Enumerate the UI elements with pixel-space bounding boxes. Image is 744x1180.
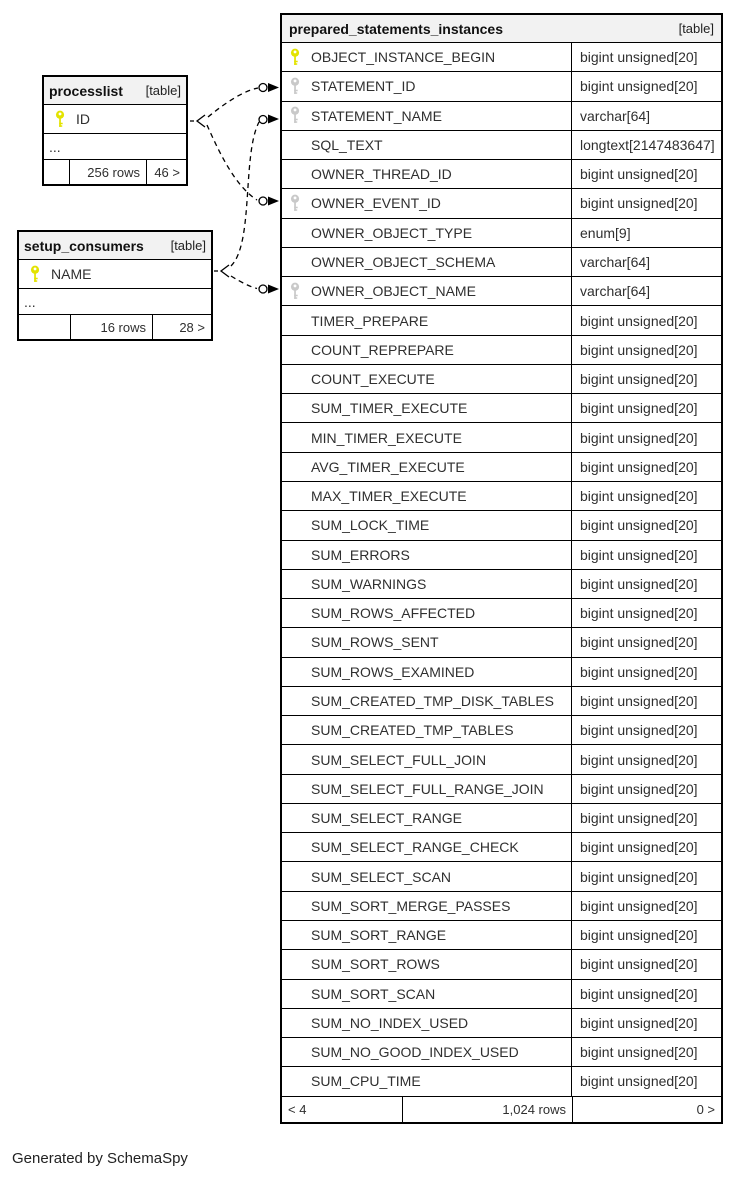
column-type: bigint unsigned[20] bbox=[571, 658, 721, 686]
relationship-processlist-owner-event-id bbox=[207, 125, 279, 206]
table-name[interactable]: prepared_statements_instances bbox=[289, 20, 503, 37]
column-name: SUM_SELECT_FULL_JOIN bbox=[311, 751, 487, 768]
column-row bbox=[282, 804, 721, 833]
column-type: bigint unsigned[20] bbox=[571, 687, 721, 715]
column-row bbox=[282, 833, 721, 862]
column-name: SUM_SELECT_FULL_RANGE_JOIN bbox=[311, 780, 544, 797]
column-type: bigint unsigned[20] bbox=[571, 570, 721, 598]
primary-key-icon bbox=[29, 265, 51, 284]
column-type: longtext[2147483647] bbox=[571, 131, 721, 159]
relationship-line bbox=[231, 276, 257, 289]
footer-more-columns: 28 > bbox=[179, 319, 205, 335]
column-name: OWNER_OBJECT_NAME bbox=[311, 283, 476, 300]
key-icon bbox=[289, 282, 311, 301]
column-type: bigint unsigned[20] bbox=[571, 306, 721, 334]
column-row bbox=[44, 105, 186, 134]
footer-row-count: 256 rows bbox=[70, 160, 147, 184]
table-header[interactable] bbox=[44, 77, 186, 105]
key-icon bbox=[289, 48, 311, 67]
column-name: SUM_SORT_ROWS bbox=[311, 956, 440, 973]
column-type: enum[9] bbox=[571, 219, 721, 247]
column-name: SUM_CPU_TIME bbox=[311, 1073, 421, 1090]
column-row bbox=[282, 892, 721, 921]
column-name: AVG_TIMER_EXECUTE bbox=[311, 458, 465, 475]
relationship-setup-consumers-statement-name bbox=[214, 115, 279, 278]
column-type: varchar[64] bbox=[571, 102, 721, 130]
column-name: SUM_SORT_SCAN bbox=[311, 985, 436, 1002]
column-row bbox=[282, 628, 721, 657]
column-type: bigint unsigned[20] bbox=[571, 745, 721, 773]
column-type: bigint unsigned[20] bbox=[571, 423, 721, 451]
column-name: OWNER_OBJECT_TYPE bbox=[311, 224, 473, 241]
footer-left-cell bbox=[44, 160, 70, 184]
column-row bbox=[282, 482, 721, 511]
column-type: bigint unsigned[20] bbox=[571, 628, 721, 656]
column-name: SUM_LOCK_TIME bbox=[311, 517, 430, 534]
table-header[interactable] bbox=[282, 15, 721, 43]
column-row bbox=[282, 365, 721, 394]
column-name: COUNT_EXECUTE bbox=[311, 371, 435, 388]
footer-next-columns: 0 > bbox=[696, 1101, 715, 1117]
column-name: SUM_SELECT_SCAN bbox=[311, 868, 452, 885]
footer-row-count: 16 rows bbox=[71, 315, 153, 339]
table-setup-consumers bbox=[17, 230, 213, 341]
column-row bbox=[282, 43, 721, 72]
table-name[interactable]: setup_consumers bbox=[24, 237, 144, 254]
column-list bbox=[19, 260, 211, 289]
column-type: bigint unsigned[20] bbox=[571, 336, 721, 364]
column-list bbox=[282, 43, 721, 1097]
column-row bbox=[282, 687, 721, 716]
column-name: SUM_TIMER_EXECUTE bbox=[311, 400, 468, 417]
column-type: bigint unsigned[20] bbox=[571, 43, 721, 71]
column-row bbox=[282, 453, 721, 482]
ellipsis-row: ... bbox=[44, 134, 186, 160]
column-name: SUM_SORT_RANGE bbox=[311, 927, 447, 944]
column-type: bigint unsigned[20] bbox=[571, 892, 721, 920]
column-row bbox=[282, 160, 721, 189]
column-row bbox=[282, 599, 721, 628]
relationship-circle-marker bbox=[259, 116, 267, 124]
column-name: SUM_SORT_MERGE_PASSES bbox=[311, 897, 511, 914]
column-row bbox=[282, 306, 721, 335]
column-row bbox=[282, 394, 721, 423]
relationship-arrowhead bbox=[268, 197, 279, 206]
table-processlist bbox=[42, 75, 188, 186]
relationship-line bbox=[208, 88, 258, 117]
column-row bbox=[282, 862, 721, 891]
column-row bbox=[282, 277, 721, 306]
key-icon bbox=[289, 106, 311, 125]
column-row bbox=[282, 570, 721, 599]
key-icon bbox=[289, 194, 311, 213]
column-row bbox=[282, 102, 721, 131]
column-type: bigint unsigned[20] bbox=[571, 160, 721, 188]
column-row bbox=[282, 775, 721, 804]
relationship-line bbox=[207, 125, 257, 200]
column-name: SUM_NO_INDEX_USED bbox=[311, 1014, 469, 1031]
table-prepared-statements-instances bbox=[280, 13, 723, 1124]
column-type: bigint unsigned[20] bbox=[571, 804, 721, 832]
column-list bbox=[44, 105, 186, 134]
column-row bbox=[282, 921, 721, 950]
column-name: SUM_CREATED_TMP_TABLES bbox=[311, 722, 514, 739]
column-name: SQL_TEXT bbox=[311, 136, 383, 153]
column-type: bigint unsigned[20] bbox=[571, 950, 721, 978]
column-type: bigint unsigned[20] bbox=[571, 980, 721, 1008]
column-type: bigint unsigned[20] bbox=[571, 1009, 721, 1037]
column-type: varchar[64] bbox=[571, 248, 721, 276]
column-name: OBJECT_INSTANCE_BEGIN bbox=[311, 49, 496, 66]
column-name: SUM_ERRORS bbox=[311, 546, 410, 563]
key-icon bbox=[289, 77, 311, 96]
column-name: ID bbox=[76, 111, 90, 127]
relationship-setup-consumers-owner-object-name bbox=[231, 276, 279, 294]
column-type: bigint unsigned[20] bbox=[571, 1067, 721, 1095]
footer-prev-columns: < 4 bbox=[282, 1097, 403, 1122]
column-row bbox=[282, 658, 721, 687]
column-row bbox=[282, 248, 721, 277]
column-name: OWNER_THREAD_ID bbox=[311, 166, 452, 183]
table-footer bbox=[44, 160, 186, 184]
column-type: bigint unsigned[20] bbox=[571, 453, 721, 481]
column-row bbox=[282, 423, 721, 452]
relationship-arrowhead bbox=[268, 285, 279, 294]
column-name: SUM_SELECT_RANGE_CHECK bbox=[311, 839, 519, 856]
column-row bbox=[282, 1038, 721, 1067]
column-name: SUM_SELECT_RANGE bbox=[311, 810, 462, 827]
generated-by-credit: Generated by SchemaSpy bbox=[12, 1150, 188, 1167]
column-name: MIN_TIMER_EXECUTE bbox=[311, 429, 462, 446]
column-type: bigint unsigned[20] bbox=[571, 775, 721, 803]
table-footer bbox=[282, 1097, 721, 1122]
column-row bbox=[282, 745, 721, 774]
column-type: bigint unsigned[20] bbox=[571, 482, 721, 510]
column-name: SUM_ROWS_AFFECTED bbox=[311, 605, 476, 622]
footer-row-count: 1,024 rows bbox=[403, 1097, 573, 1122]
column-type: bigint unsigned[20] bbox=[571, 189, 721, 217]
column-type: bigint unsigned[20] bbox=[571, 833, 721, 861]
column-name: STATEMENT_ID bbox=[311, 78, 416, 95]
footer-left-cell bbox=[19, 315, 71, 339]
column-row bbox=[282, 72, 721, 101]
column-name: NAME bbox=[51, 266, 92, 282]
column-type: bigint unsigned[20] bbox=[571, 599, 721, 627]
column-type: varchar[64] bbox=[571, 277, 721, 305]
column-type: bigint unsigned[20] bbox=[571, 72, 721, 100]
column-type: bigint unsigned[20] bbox=[571, 394, 721, 422]
column-name: SUM_WARNINGS bbox=[311, 575, 427, 592]
column-type: bigint unsigned[20] bbox=[571, 511, 721, 539]
column-name: SUM_ROWS_EXAMINED bbox=[311, 663, 475, 680]
relationship-arrowhead bbox=[268, 83, 279, 92]
many-marker bbox=[197, 115, 205, 127]
table-badge: [table] bbox=[145, 83, 181, 98]
column-row bbox=[282, 219, 721, 248]
column-row bbox=[282, 980, 721, 1009]
primary-key-icon bbox=[54, 110, 76, 129]
column-name: STATEMENT_NAME bbox=[311, 107, 442, 124]
column-row bbox=[282, 541, 721, 570]
footer-more-columns: 46 > bbox=[154, 164, 180, 180]
relationship-processlist-statement-id bbox=[190, 83, 279, 127]
column-name: OWNER_OBJECT_SCHEMA bbox=[311, 253, 496, 270]
many-marker bbox=[221, 265, 229, 277]
table-badge: [table] bbox=[678, 21, 714, 36]
column-row bbox=[282, 131, 721, 160]
ellipsis-row: ... bbox=[19, 289, 211, 315]
column-name: SUM_CREATED_TMP_DISK_TABLES bbox=[311, 692, 554, 709]
column-name: COUNT_REPREPARE bbox=[311, 341, 454, 358]
relationship-circle-marker bbox=[259, 197, 267, 205]
column-name: SUM_ROWS_SENT bbox=[311, 634, 439, 651]
table-header[interactable] bbox=[19, 232, 211, 260]
column-name: SUM_NO_GOOD_INDEX_USED bbox=[311, 1044, 519, 1061]
column-name: MAX_TIMER_EXECUTE bbox=[311, 488, 467, 505]
column-row bbox=[282, 189, 721, 218]
column-type: bigint unsigned[20] bbox=[571, 365, 721, 393]
column-row bbox=[282, 1067, 721, 1096]
column-name: OWNER_EVENT_ID bbox=[311, 195, 441, 212]
column-type: bigint unsigned[20] bbox=[571, 541, 721, 569]
relationship-arrowhead bbox=[268, 115, 279, 124]
column-row bbox=[282, 950, 721, 979]
column-row bbox=[282, 1009, 721, 1038]
column-type: bigint unsigned[20] bbox=[571, 716, 721, 744]
table-footer bbox=[19, 315, 211, 339]
table-badge: [table] bbox=[170, 238, 206, 253]
relationship-circle-marker bbox=[259, 285, 267, 293]
relationship-circle-marker bbox=[259, 84, 267, 92]
column-row bbox=[282, 511, 721, 540]
column-type: bigint unsigned[20] bbox=[571, 1038, 721, 1066]
column-type: bigint unsigned[20] bbox=[571, 921, 721, 949]
relationship-line bbox=[231, 122, 259, 266]
column-row bbox=[19, 260, 211, 289]
column-type: bigint unsigned[20] bbox=[571, 862, 721, 890]
column-row bbox=[282, 716, 721, 745]
table-name[interactable]: processlist bbox=[49, 82, 123, 99]
column-name: TIMER_PREPARE bbox=[311, 312, 429, 329]
column-row bbox=[282, 336, 721, 365]
